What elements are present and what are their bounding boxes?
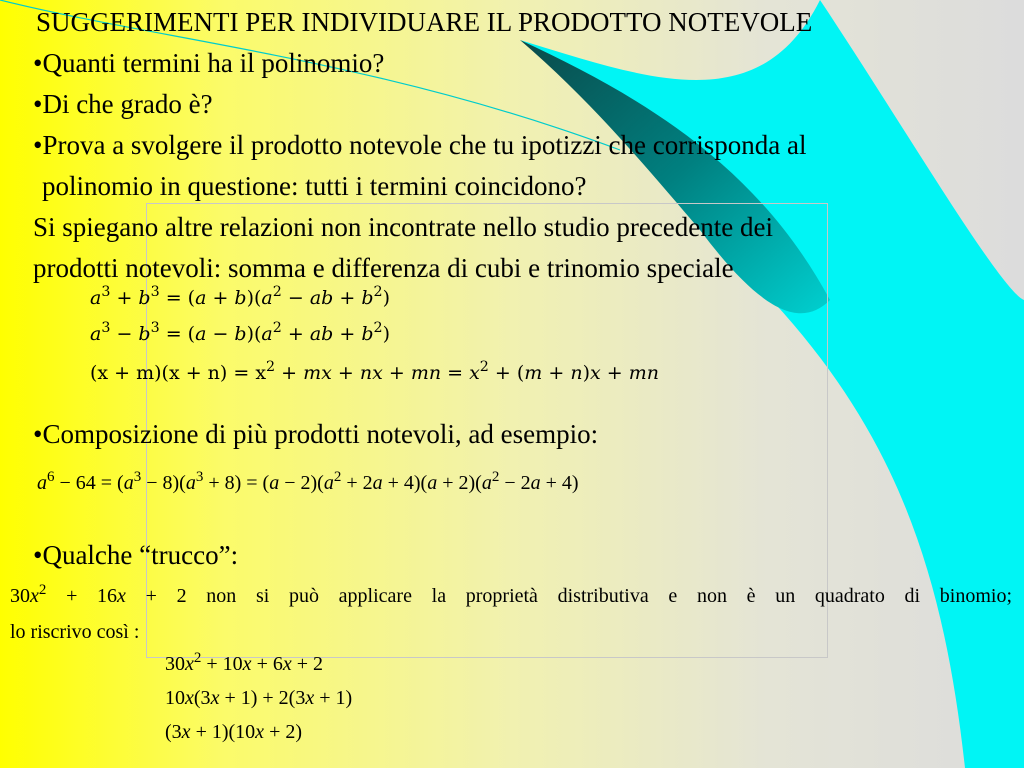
formula-trick-step-3: (3x + 1)(10x + 2)	[165, 721, 303, 743]
trick-polynomial: $30x^2 + 16x + 2$	[10, 581, 187, 607]
bullet-try-product-cont: polinomio in questione: tutti i termini coincidono?	[42, 171, 587, 201]
trick-rewrite-label: lo riscrivo così :	[10, 621, 140, 643]
formula-composition-example: $a^6 - 64 = (a^3 - 8)(a^3 + 8) = (a - 2)(a^2 + 2a + 4)(a + 2)(a^2 - 2a + 4)$	[37, 468, 579, 494]
page-title: SUGGERIMENTI PER INDIVIDUARE IL PRODOTTO NOTEVOLE	[36, 7, 813, 37]
bullet-terms: •Quanti termini ha il polinomio?	[33, 48, 385, 78]
formula-trick-step-2: 10x(3x + 1) + 2(3x + 1)	[165, 687, 353, 709]
intro-line-1: Si spiegano altre relazioni non incontrate nello studio precedente dei	[33, 212, 773, 242]
composition-label: •Composizione di più prodotti notevoli, ad esempio:	[33, 419, 599, 449]
bullet-try-product: •Prova a svolgere il prodotto notevole che tu ipotizzi che corrisponda al	[33, 130, 807, 160]
trick-statement	[10, 581, 1013, 607]
trick-label: •Qualche “trucco”:	[33, 540, 239, 570]
trick-explanation: non si può applicare la proprietà distributiva e non è un quadrato di binomio;	[206, 585, 1013, 607]
formula-sum-of-cubes: $a^3 + b^3 = (a + b)(a^2$ − ab + $b^2$)	[90, 284, 390, 309]
intro-line-2: prodotti notevoli: somma e differenza di cubi e trinomio speciale	[33, 253, 734, 283]
formula-difference-of-cubes: $a^3 - b^3 = (a - b)(a^2$ + ab + $b^2$)	[90, 320, 390, 345]
bullet-degree: •Di che grado è?	[33, 89, 213, 119]
formula-special-trinomial: $(x + m)(x + n) = x^2$ + mx + nx + mn = $x^2 + (m + n)x$ + mn	[90, 359, 659, 384]
formula-trick-step-1: $30x^2 + 10x + 6x + 2$	[165, 649, 324, 675]
